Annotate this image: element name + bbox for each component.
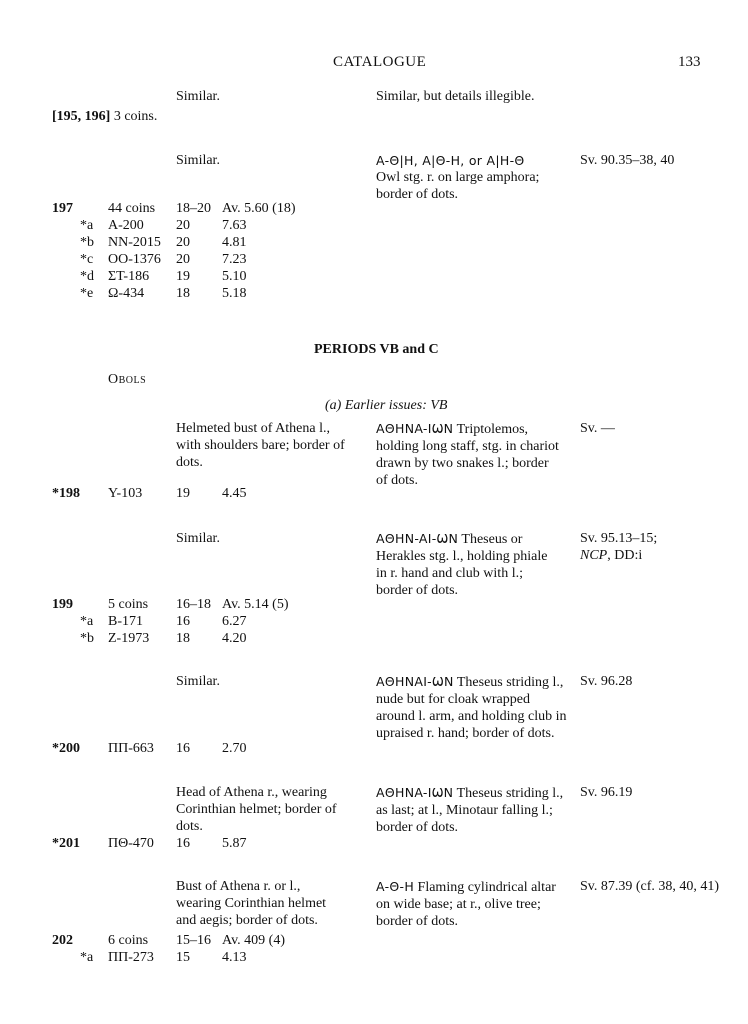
reverse-block	[376, 784, 571, 836]
reverse-description: Theseus striding l., as last; at l., Minotaur falling l.; border of dots.	[376, 786, 564, 835]
reference: Sv. —	[580, 421, 615, 436]
weight: 4.20	[222, 631, 247, 646]
row-mark: *a	[80, 218, 94, 233]
diameter: 16	[176, 614, 190, 629]
reverse-block	[376, 878, 561, 930]
coin-count: 6 coins	[108, 933, 149, 948]
reverse-description: Theseus or Herakles stg. l., holding phiale in r. hand and club with l.; border of dots.	[376, 532, 548, 598]
running-header: CATALOGUE	[333, 54, 427, 70]
weight: Av. 5.14 (5)	[222, 597, 289, 612]
diameter: 16–18	[176, 597, 211, 612]
reference: Sv. 96.28	[580, 674, 633, 689]
coin-id: NN-2015	[108, 235, 161, 250]
reverse-description: Similar, but details illegible.	[376, 89, 535, 104]
diameter: 19	[176, 269, 190, 284]
reference-continued	[580, 547, 642, 564]
entry-number: 199	[52, 597, 73, 612]
diameter: 18–20	[176, 201, 211, 216]
section-title: PERIODS VB and C	[314, 342, 439, 357]
obverse-description: Helmeted bust of Athena l., with shoulders bare; border of dots.	[176, 421, 345, 470]
page-number: 133	[678, 54, 701, 70]
row-mark: *b	[80, 631, 94, 646]
weight: 5.10	[222, 269, 247, 284]
diameter: 15–16	[176, 933, 211, 948]
reference-rest: , DD:i	[607, 548, 643, 563]
coin-id: ΣT-186	[108, 269, 150, 284]
coin-id: A-200	[108, 218, 144, 233]
reverse-description: Theseus striding l., nude but for cloak wrapped around l. arm, and holding club in upraised r. hand; border of dots.	[376, 675, 567, 741]
reverse-legend: AΘHNA-IѠN	[376, 785, 454, 800]
diameter: 16	[176, 836, 190, 851]
diameter: 20	[176, 235, 190, 250]
weight: 7.23	[222, 252, 247, 267]
reverse-description: Owl stg. r. on large amphora; border of dots.	[376, 170, 540, 202]
diameter: 18	[176, 286, 190, 301]
entry-number: *201	[52, 836, 80, 851]
weight: Av. 409 (4)	[222, 933, 285, 948]
diameter: 19	[176, 486, 190, 501]
subsection-title: (a) Earlier issues: VB	[325, 398, 448, 413]
reverse-legend: A-Θ-H	[376, 879, 415, 894]
obverse-description: Bust of Athena r. or l., wearing Corinthian helmet and aegis; border of dots.	[176, 879, 327, 928]
weight: 4.13	[222, 950, 247, 965]
coin-count: 44 coins	[108, 201, 156, 216]
reference: Sv. 90.35–38, 40	[580, 153, 675, 168]
coin-id: ΠΠ-273	[108, 950, 154, 965]
row-mark: *d	[80, 269, 94, 284]
coin-id: Z-1973	[108, 631, 150, 646]
weight: 7.63	[222, 218, 247, 233]
diameter: 16	[176, 741, 190, 756]
coin-id: ΠΠ-663	[108, 741, 154, 756]
entry-number: *198	[52, 486, 80, 501]
reverse-block	[376, 420, 561, 489]
weight: 2.70	[222, 741, 247, 756]
entry-number: *200	[52, 741, 80, 756]
reverse-legend: AΘHN-AI-ѠN	[376, 531, 459, 546]
coin-id: B-171	[108, 614, 143, 629]
reverse-block	[376, 673, 571, 742]
row-mark: *a	[80, 614, 94, 629]
diameter: 20	[176, 252, 190, 267]
obverse-description: Similar.	[176, 531, 220, 546]
row-mark: *b	[80, 235, 94, 250]
diameter: 20	[176, 218, 190, 233]
obverse-description: Head of Athena r., wearing Corinthian helmet; border of dots.	[176, 785, 337, 834]
group-entry	[52, 108, 157, 125]
group-label: [195, 196]	[52, 109, 111, 124]
entry-number: 202	[52, 933, 73, 948]
reference: Sv. 96.19	[580, 785, 633, 800]
reference-abbrev: NCP	[580, 548, 608, 563]
row-mark: *c	[80, 252, 94, 267]
coin-id: Ω-434	[108, 286, 145, 301]
coin-id: OO-1376	[108, 252, 161, 267]
weight: 4.81	[222, 235, 247, 250]
weight: 5.87	[222, 836, 247, 851]
weight: 4.45	[222, 486, 247, 501]
coin-id: ΠΘ-470	[108, 836, 154, 851]
weight: Av. 5.60 (18)	[222, 201, 296, 216]
weight: 5.18	[222, 286, 247, 301]
reference: Sv. 95.13–15;	[580, 531, 658, 546]
coin-count: 5 coins	[108, 597, 149, 612]
reverse-block	[376, 530, 561, 599]
diameter: 18	[176, 631, 190, 646]
row-mark: *a	[80, 950, 94, 965]
reference: Sv. 87.39 (cf. 38, 40, 41)	[580, 879, 720, 894]
obverse-description: Similar.	[176, 89, 220, 104]
reverse-legend: AΘHNAI-ѠN	[376, 674, 454, 689]
obverse-description: Similar.	[176, 153, 220, 168]
section-subtitle: Obols	[108, 372, 147, 387]
reverse-legend: AΘHNA-IѠN	[376, 421, 454, 436]
entry-number: 197	[52, 201, 73, 216]
diameter: 15	[176, 950, 190, 965]
weight: 6.27	[222, 614, 247, 629]
reverse-legend: A-Θ|H, A|Θ-H, or A|H-Θ	[376, 153, 525, 168]
group-text: 3 coins.	[113, 109, 158, 124]
row-mark: *e	[80, 286, 94, 301]
reverse-description: Flaming cylindrical altar on wide base; at r., olive tree; border of dots.	[376, 880, 556, 929]
coin-id: Y-103	[108, 486, 143, 501]
reverse-description: Triptolemos, holding long staff, stg. in chariot drawn by two snakes l.; border of dots.	[376, 422, 559, 488]
obverse-description: Similar.	[176, 674, 220, 689]
